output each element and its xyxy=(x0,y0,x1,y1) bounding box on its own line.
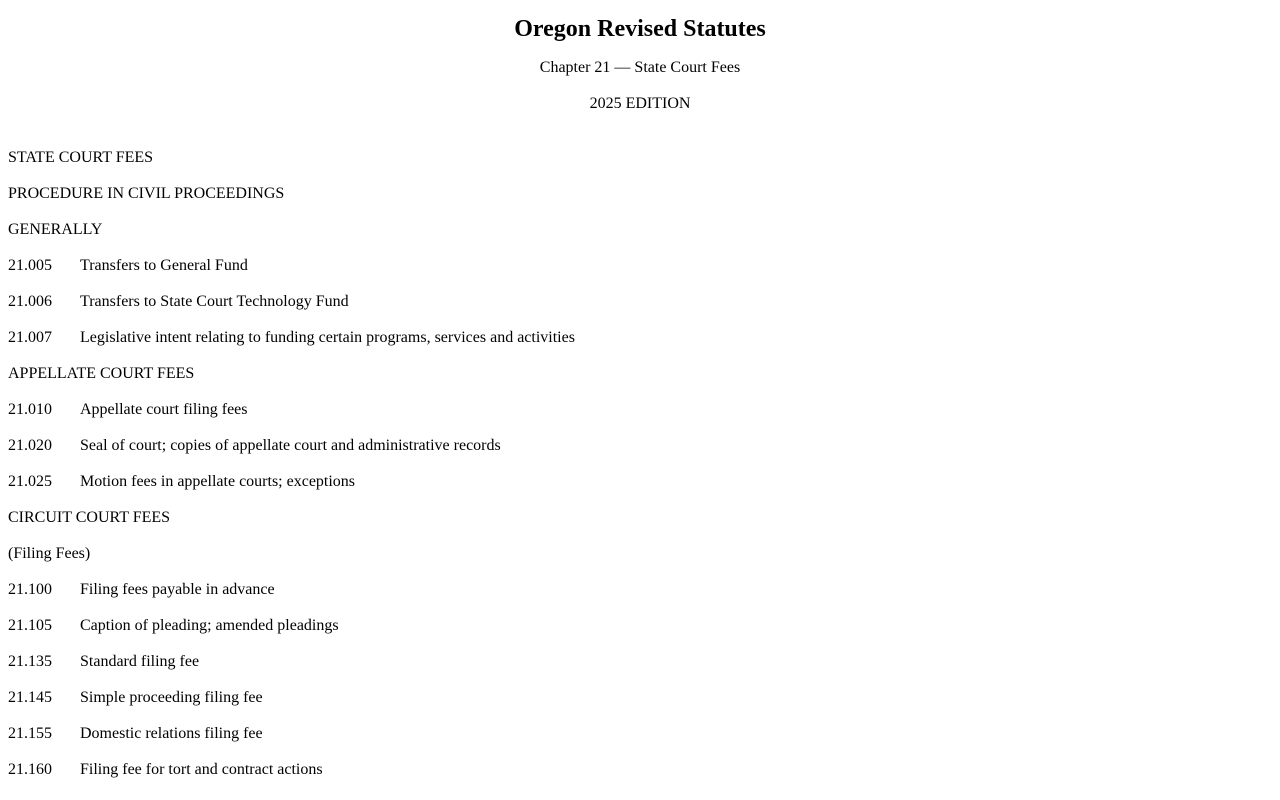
section-title: Appellate court filing fees xyxy=(80,401,248,418)
toc-heading-text: CIRCUIT COURT FEES xyxy=(8,509,171,526)
section-number: 21.145 xyxy=(8,689,52,706)
toc-section-entry xyxy=(8,724,1272,760)
section-title: Transfers to General Fund xyxy=(80,257,248,274)
toc-section-entry xyxy=(8,400,1272,436)
toc-section-entry xyxy=(8,760,1272,796)
toc-heading xyxy=(8,364,1272,400)
section-title: Domestic relations filing fee xyxy=(80,725,263,742)
section-number: 21.010 xyxy=(8,401,52,418)
toc-heading-text: (Filing Fees) xyxy=(8,545,91,562)
toc-heading xyxy=(8,148,1272,184)
section-number: 21.155 xyxy=(8,725,52,742)
toc-heading xyxy=(8,544,1272,580)
toc-heading-text: PROCEDURE IN CIVIL PROCEEDINGS xyxy=(8,185,285,202)
edition-label: 2025 EDITION xyxy=(589,95,691,112)
section-number: 21.006 xyxy=(8,293,52,310)
section-number: 21.100 xyxy=(8,581,52,598)
toc-heading-text: APPELLATE COURT FEES xyxy=(8,365,195,382)
toc-heading-text: GENERALLY xyxy=(8,221,103,238)
section-number: 21.007 xyxy=(8,329,52,346)
toc-heading xyxy=(8,508,1272,544)
toc-section-entry xyxy=(8,652,1272,688)
toc-section-entry xyxy=(8,616,1272,652)
toc-section-entry xyxy=(8,328,1272,364)
section-number: 21.160 xyxy=(8,761,52,778)
section-title: Standard filing fee xyxy=(80,653,200,670)
section-number: 21.020 xyxy=(8,437,52,454)
section-title: Seal of court; copies of appellate court and administrative records xyxy=(80,437,501,454)
toc-heading-text: STATE COURT FEES xyxy=(8,149,154,166)
section-number: 21.105 xyxy=(8,617,52,634)
section-number: 21.025 xyxy=(8,473,52,490)
toc-section-entry xyxy=(8,292,1272,328)
page-title: Oregon Revised Statutes xyxy=(514,16,766,42)
toc-heading xyxy=(8,220,1272,256)
toc-section-entry xyxy=(8,436,1272,472)
toc-heading xyxy=(8,184,1272,220)
section-title: Legislative intent relating to funding certain programs, services and activities xyxy=(80,329,575,346)
toc-section-entry xyxy=(8,580,1272,616)
section-title: Caption of pleading; amended pleadings xyxy=(80,617,339,634)
section-number: 21.005 xyxy=(8,257,52,274)
toc-section-entry xyxy=(8,688,1272,724)
section-number: 21.135 xyxy=(8,653,52,670)
section-title: Motion fees in appellate courts; exceptions xyxy=(80,473,356,490)
toc-section-entry xyxy=(8,472,1272,508)
chapter-title: Chapter 21 — State Court Fees xyxy=(539,59,741,76)
section-title: Transfers to State Court Technology Fund xyxy=(80,293,349,310)
section-title: Filing fee for tort and contract actions xyxy=(80,761,323,778)
toc-section-entry xyxy=(8,256,1272,292)
section-title: Simple proceeding filing fee xyxy=(80,689,263,706)
table-of-contents xyxy=(8,148,1272,796)
section-title: Filing fees payable in advance xyxy=(80,581,275,598)
